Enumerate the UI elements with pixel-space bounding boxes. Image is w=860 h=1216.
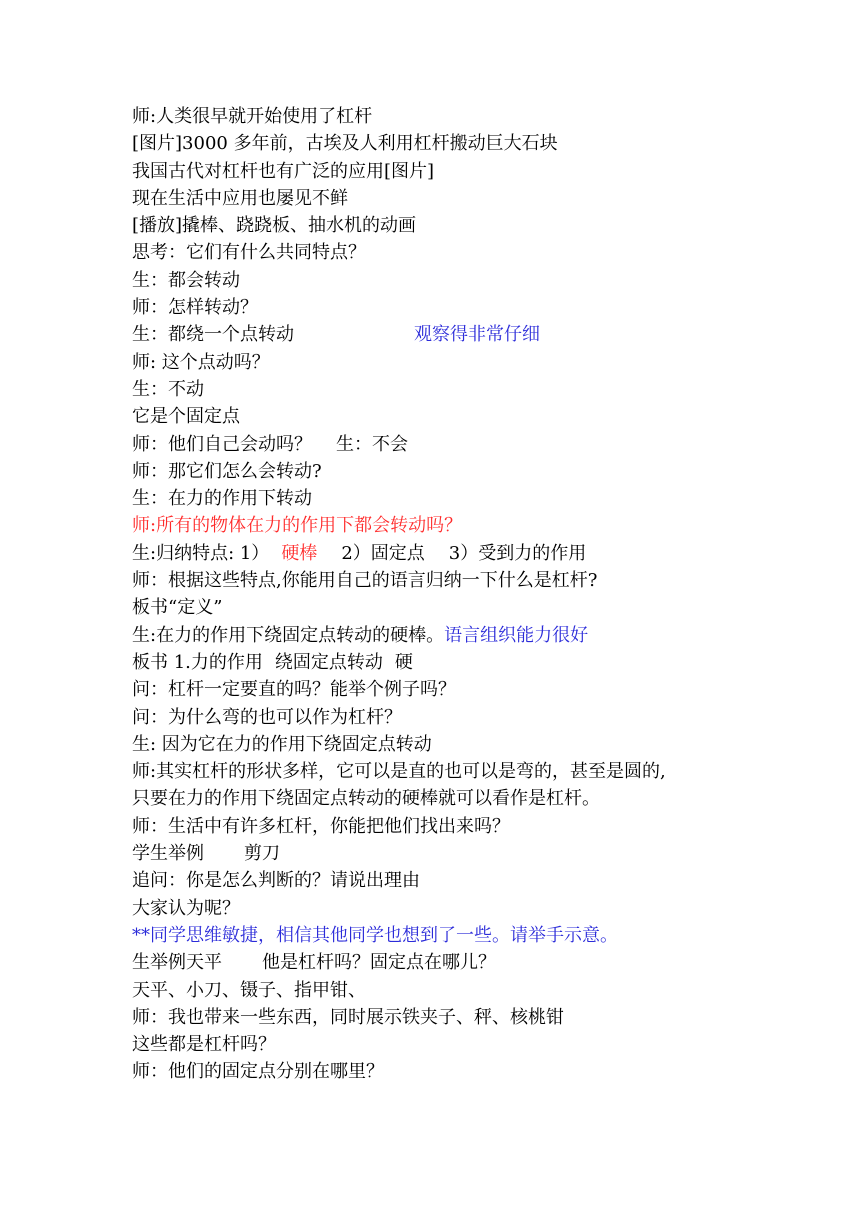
text-line-26 [132, 785, 832, 812]
text-line-15 [132, 485, 832, 512]
line-text-part2: 剪刀 [244, 843, 280, 865]
line-text: 师：他们的固定点分别在哪里？ [132, 1061, 384, 1083]
text-line-36 [132, 1058, 832, 1085]
line-text: 生举例天平 [132, 952, 222, 974]
line-text: 问：杠杆一定要直的吗？能举个例子吗？ [132, 679, 456, 701]
text-line-28 [132, 840, 832, 867]
text-line-4 [132, 185, 832, 212]
line-text: 生：在力的作用下转动 [132, 488, 312, 510]
text-line-9 [132, 321, 832, 348]
text-line-18 [132, 567, 832, 594]
line-text: 板书 1.力的作用 [132, 651, 263, 673]
text-line-35 [132, 1031, 832, 1058]
line-text: 师：他们自己会动吗？ [132, 433, 312, 455]
text-line-13 [132, 431, 832, 458]
line-text: 只要在力的作用下绕固定点转动的硬棒就可以看作是杠杆。 [132, 788, 600, 810]
line-text: 追问：你是怎么判断的？请说出理由 [132, 870, 420, 892]
line-text: [图片]3000 多年前，古埃及人利用杠杆搬动巨大石块 [132, 133, 558, 155]
text-line-3 [132, 158, 832, 185]
line-text: 生：不动 [132, 378, 204, 400]
line-text: 师:其实杠杆的形状多样，它可以是直的也可以是弯的，甚至是圆的, [132, 761, 666, 783]
line-text: 学生举例 [132, 843, 204, 865]
line-text: 师：根据这些特点,你能用自己的语言归纳一下什么是杠杆? [132, 570, 598, 592]
text-line-34 [132, 1004, 832, 1031]
line-text: [播放]撬棒、跷跷板、抽水机的动画 [132, 215, 417, 237]
line-text: 生:归纳特点: 1） [132, 542, 270, 564]
teacher-comment: 观察得非常仔细 [414, 324, 540, 346]
line-text: 思考：它们有什么共同特点？ [132, 242, 366, 264]
line-text: 生: 因为它在力的作用下绕固定点转动 [132, 733, 432, 755]
line-text-part3: 3）受到力的作用 [448, 542, 587, 564]
text-line-30 [132, 895, 832, 922]
text-line-21 [132, 649, 832, 676]
line-text: 师:人类很早就开始使用了杠杆 [132, 106, 373, 127]
line-text: 我国古代对杠杆也有广泛的应用[图片] [132, 160, 435, 182]
line-text: 生:在力的作用下绕固定点转动的硬棒。 [132, 624, 445, 646]
text-line-22 [132, 676, 832, 703]
line-text: 师：我也带来一些东西，同时展示铁夹子、秤、核桃钳 [132, 1006, 564, 1028]
text-line-29 [132, 867, 832, 894]
line-text: 师：那它们怎么会转动? [132, 460, 322, 482]
line-text-part2: 绕固定点转动 [274, 651, 383, 673]
text-line-16 [132, 512, 832, 539]
text-line-1 [132, 103, 832, 130]
line-text: 问：为什么弯的也可以作为杠杆？ [132, 706, 402, 728]
text-line-6 [132, 239, 832, 266]
line-text: 现在生活中应用也屡见不鲜 [132, 187, 348, 209]
text-line-8 [132, 294, 832, 321]
text-line-5 [132, 212, 832, 239]
text-line-25 [132, 758, 832, 785]
highlighted-term: 硬棒 [281, 542, 318, 564]
line-text: 板书“定义” [132, 597, 223, 619]
text-line-10 [132, 349, 832, 376]
teacher-comment: 语言组织能力很好 [444, 624, 589, 646]
text-line-23 [132, 704, 832, 731]
document-page [132, 103, 832, 1086]
text-line-14 [132, 458, 832, 485]
text-line-12 [132, 403, 832, 430]
text-line-2 [132, 130, 832, 157]
line-text: 师: 这个点动吗？ [132, 351, 270, 373]
text-line-11 [132, 376, 832, 403]
text-line-19 [132, 594, 832, 621]
line-text-part2: 他是杠杆吗？固定点在哪儿？ [262, 952, 496, 974]
line-text-part2: 生：不会 [336, 433, 408, 455]
line-text-part3: 硬 [394, 651, 413, 673]
line-text: 它是个固定点 [132, 406, 240, 428]
line-text: 师：生活中有许多杠杆，你能把他们找出来吗？ [132, 815, 510, 837]
text-line-24 [132, 731, 832, 758]
text-line-31 [132, 922, 832, 949]
text-line-27 [132, 813, 832, 840]
highlighted-question: 师:所有的物体在力的作用下都会转动吗？ [132, 515, 463, 537]
line-text: 大家认为呢？ [132, 897, 240, 919]
line-text: 师：怎样转动？ [132, 297, 258, 319]
text-line-20 [132, 622, 832, 649]
line-text-part2: 2）固定点 [341, 542, 425, 564]
text-line-17 [132, 540, 832, 567]
line-text: 天平、小刀、镊子、指甲钳、 [132, 979, 366, 1001]
text-line-33 [132, 977, 832, 1004]
line-text: 生：都绕一个点转动 [132, 324, 294, 346]
text-line-7 [132, 267, 832, 294]
teacher-comment: **同学思维敏捷，相信其他同学也想到了一些。请举手示意。 [132, 924, 618, 946]
line-text: 生：都会转动 [132, 269, 240, 291]
text-line-32 [132, 949, 832, 976]
line-text: 这些都是杠杆吗？ [132, 1034, 276, 1056]
